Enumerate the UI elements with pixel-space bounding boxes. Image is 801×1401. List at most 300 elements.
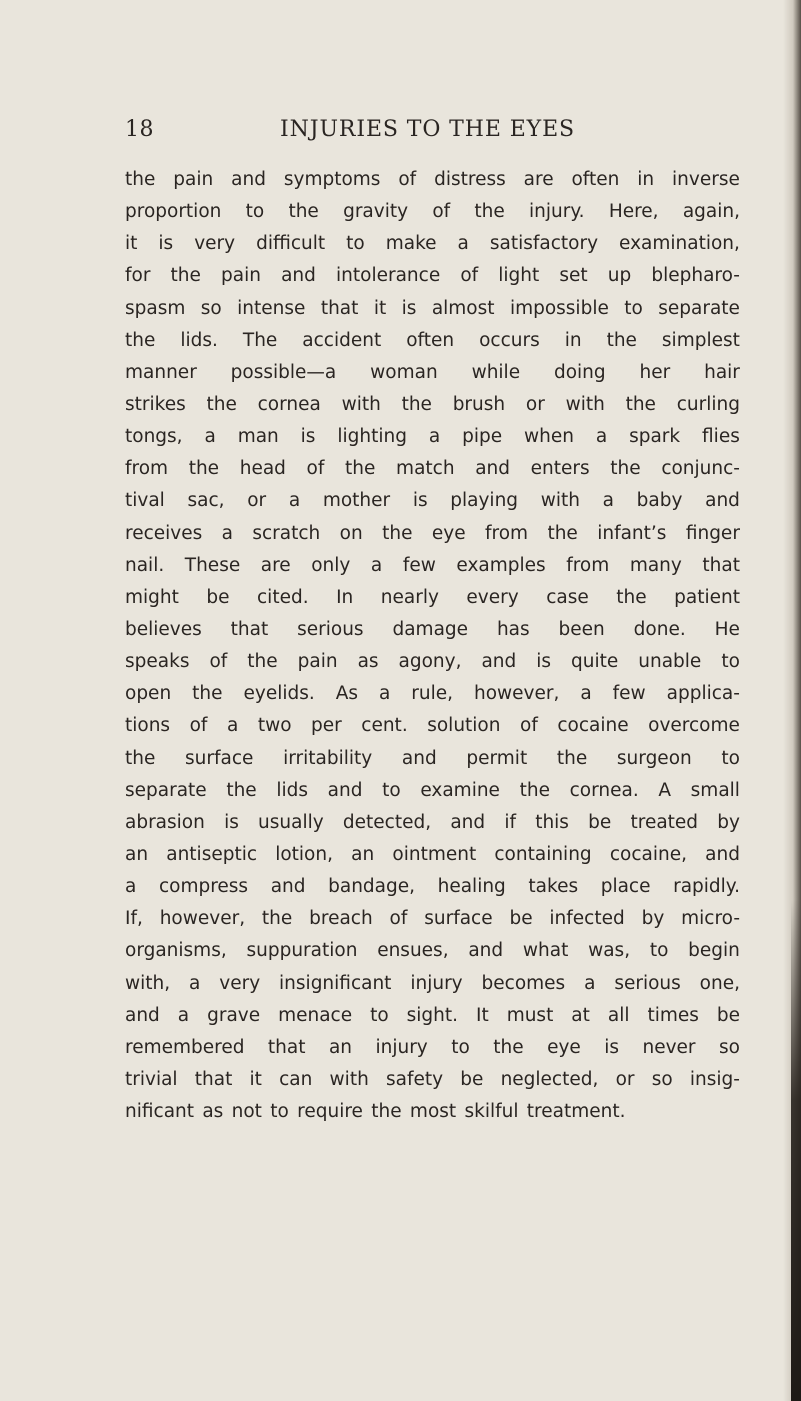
word: to <box>382 779 401 801</box>
word: serious <box>297 618 364 640</box>
word: permit <box>466 747 528 769</box>
text-line <box>125 1000 740 1032</box>
word: what <box>522 940 569 962</box>
word: cited. <box>257 586 309 608</box>
word: Here, <box>608 201 659 223</box>
word: serious <box>614 972 681 994</box>
word: agony, <box>398 651 462 673</box>
word: is <box>224 811 239 833</box>
word: finger <box>685 522 740 544</box>
word: ointment <box>392 843 477 865</box>
word: is <box>300 426 316 448</box>
word: case <box>546 586 589 608</box>
word: bandage, <box>328 876 415 898</box>
word: be <box>588 811 612 833</box>
word: of <box>306 458 325 480</box>
word: difficult <box>256 233 326 255</box>
word: is <box>401 297 417 319</box>
word: a <box>378 683 391 705</box>
word: a <box>457 233 469 255</box>
word: match <box>396 458 455 480</box>
word: that <box>230 618 269 640</box>
word: enters <box>530 458 590 480</box>
word: be <box>460 1068 484 1090</box>
word: damage <box>392 618 469 640</box>
word: organisms, <box>125 940 227 962</box>
word: was, <box>588 940 631 962</box>
word: up <box>607 265 632 287</box>
word: the <box>188 458 220 480</box>
word: at <box>571 1004 590 1026</box>
book-binding-edge <box>791 900 801 1401</box>
word: the <box>382 522 413 544</box>
word: to <box>370 1004 389 1026</box>
word: becomes <box>481 972 566 994</box>
word: He <box>714 618 740 640</box>
word: manner <box>125 361 197 383</box>
word: to <box>245 201 265 223</box>
word: be <box>716 1004 740 1026</box>
word: with <box>565 393 605 415</box>
word: symptoms <box>283 169 381 190</box>
word: eyelids. <box>243 683 315 705</box>
word: that <box>320 297 359 319</box>
text-line <box>125 389 740 421</box>
word: nificant <box>125 1101 195 1123</box>
word: in <box>564 329 582 351</box>
word: cocaine, <box>609 843 687 865</box>
word: surface <box>424 908 493 930</box>
word: one, <box>699 972 740 994</box>
word: nearly <box>380 586 439 608</box>
word: of <box>209 651 228 673</box>
word: so <box>651 1068 673 1090</box>
running-head: INJURIES TO THE EYES <box>280 117 576 142</box>
word: eye <box>547 1036 581 1058</box>
word: insig- <box>689 1068 740 1090</box>
word: woman <box>370 361 438 383</box>
word: treated <box>630 811 699 833</box>
word: pipe <box>462 426 503 448</box>
word: on <box>339 522 363 544</box>
word: never <box>642 1036 696 1058</box>
text-line <box>125 260 740 292</box>
word: has <box>496 618 530 640</box>
word: a <box>125 876 137 898</box>
word: strikes <box>125 393 186 415</box>
word: lighting <box>337 426 407 448</box>
word: hair <box>704 361 740 383</box>
word: and <box>270 876 306 898</box>
word: however, <box>159 908 246 930</box>
text-line <box>125 646 740 678</box>
word: gravity <box>343 201 409 223</box>
word: lids. <box>180 329 218 351</box>
word: so <box>200 297 222 319</box>
word: the <box>206 393 237 415</box>
word: compress <box>158 876 249 898</box>
word: ensues, <box>377 940 449 962</box>
word: These <box>184 554 241 576</box>
word: the <box>125 329 156 351</box>
word: separate <box>125 779 207 801</box>
word: from <box>484 522 529 544</box>
word: many <box>629 554 682 576</box>
word: the <box>556 747 588 769</box>
word: from <box>566 554 610 576</box>
text-line <box>125 614 740 646</box>
word: overcome <box>648 715 740 737</box>
word: head <box>239 458 286 480</box>
word: from <box>125 458 169 480</box>
word: brush <box>452 393 506 415</box>
word: a <box>288 490 301 512</box>
text-line <box>125 710 740 742</box>
word: sight. <box>406 1004 459 1026</box>
word: speaks <box>125 651 190 673</box>
word: a <box>221 522 233 544</box>
text-line <box>125 839 740 871</box>
word: remembered <box>125 1036 245 1058</box>
word: or <box>247 490 267 512</box>
word: and <box>327 779 363 801</box>
word: few <box>402 554 436 576</box>
word: this <box>535 811 569 833</box>
word: can <box>279 1068 313 1090</box>
word: to <box>624 297 643 319</box>
word: the <box>493 1036 524 1058</box>
word: to <box>346 233 365 255</box>
word: lids <box>276 779 309 801</box>
word: by <box>641 908 665 930</box>
word: as <box>202 1101 224 1123</box>
word: of <box>389 908 408 930</box>
word: pain <box>221 265 261 287</box>
body-paragraph <box>125 164 740 1128</box>
word: skilful <box>464 1101 519 1123</box>
word: examination, <box>619 233 740 255</box>
word: menace <box>278 1004 353 1026</box>
word: sac, <box>187 490 225 512</box>
word: few <box>612 683 646 705</box>
text-line <box>125 453 740 485</box>
word: breach <box>309 908 373 930</box>
text-line <box>125 903 740 935</box>
word: a <box>428 426 441 448</box>
word: while <box>471 361 521 383</box>
word: pain <box>297 651 338 673</box>
word: that <box>194 1068 233 1090</box>
word: of <box>398 169 417 190</box>
word: of <box>189 715 208 737</box>
word: and <box>475 458 511 480</box>
word: and <box>231 169 266 190</box>
text-line <box>125 1064 740 1096</box>
word: that <box>267 1036 306 1058</box>
word: trivial <box>125 1068 178 1090</box>
word: scratch <box>252 522 321 544</box>
word: infected <box>549 908 625 930</box>
word: spasm <box>125 297 186 319</box>
word: to <box>721 747 740 769</box>
word: curling <box>676 393 740 415</box>
word: blepharo- <box>651 265 740 287</box>
word: done. <box>633 618 686 640</box>
word: pain <box>173 169 214 190</box>
word: distress <box>434 169 506 190</box>
word: A <box>658 779 672 801</box>
word: again, <box>682 201 740 223</box>
word: when <box>524 426 574 448</box>
word: be <box>206 586 230 608</box>
word: man <box>237 426 279 448</box>
word: and <box>705 490 740 512</box>
word: and <box>481 651 517 673</box>
word: irritability <box>283 747 373 769</box>
word: small <box>690 779 740 801</box>
word: safety <box>385 1068 444 1090</box>
word: require <box>297 1101 363 1123</box>
word: possible—a <box>230 361 337 383</box>
word: solution <box>427 715 501 737</box>
word: injury. <box>529 201 585 223</box>
word: a <box>370 554 383 576</box>
word: treatment. <box>526 1101 626 1123</box>
word: to <box>451 1036 470 1058</box>
word: of <box>520 715 538 737</box>
word: the <box>371 1101 402 1123</box>
word: most <box>409 1101 457 1123</box>
word: If, <box>125 908 143 930</box>
word: often <box>571 169 620 190</box>
text-line <box>125 293 740 325</box>
text-line <box>125 196 740 228</box>
word: a <box>584 972 596 994</box>
word: examine <box>420 779 500 801</box>
word: insignificant <box>279 972 392 994</box>
word: in <box>637 169 655 190</box>
text-line <box>125 871 740 903</box>
word: and <box>401 747 437 769</box>
word: rule, <box>411 683 454 705</box>
word: it <box>249 1068 262 1090</box>
word: lotion, <box>275 843 333 865</box>
word: a <box>595 426 608 448</box>
word: almost <box>431 297 495 319</box>
word: the <box>192 683 223 705</box>
word: the <box>625 393 656 415</box>
word: if <box>504 811 516 833</box>
word: injury <box>410 972 463 994</box>
word: her <box>639 361 671 383</box>
text-line <box>125 550 740 582</box>
word: examples <box>456 554 546 576</box>
text-line <box>125 743 740 775</box>
text-line <box>125 807 740 839</box>
word: with <box>341 393 381 415</box>
word: or <box>525 393 545 415</box>
page-header <box>125 117 715 157</box>
word: satisfactory <box>489 233 599 255</box>
word: infant’s <box>597 522 667 544</box>
word: and <box>125 1004 160 1026</box>
word: abrasion <box>125 811 205 833</box>
word: is <box>412 490 428 512</box>
word: so <box>718 1036 740 1058</box>
word: is <box>158 233 174 255</box>
word: with <box>540 490 580 512</box>
word: unable <box>638 651 702 673</box>
word: might <box>125 586 179 608</box>
word: antiseptic <box>166 843 258 865</box>
word: and <box>468 940 504 962</box>
word: playing <box>450 490 519 512</box>
word: or <box>615 1068 635 1090</box>
word: a <box>189 972 201 994</box>
text-line <box>125 357 740 389</box>
word: believes <box>125 618 202 640</box>
word: begin <box>688 940 740 962</box>
word: tongs, <box>125 426 183 448</box>
word: with <box>329 1068 369 1090</box>
word: spark <box>629 426 681 448</box>
text-line <box>125 164 740 196</box>
word: separate <box>658 297 740 319</box>
word: cent. <box>361 715 408 737</box>
word: be <box>509 908 533 930</box>
word: quite <box>571 651 619 673</box>
word: make <box>385 233 437 255</box>
word: with, <box>125 972 171 994</box>
word: the <box>261 908 293 930</box>
word: injury <box>375 1036 428 1058</box>
word: neglected, <box>500 1068 599 1090</box>
word: all <box>607 1004 630 1026</box>
word: The <box>242 329 278 351</box>
word: is <box>536 651 552 673</box>
word: the <box>401 393 432 415</box>
text-line <box>125 678 740 710</box>
word: a <box>580 683 592 705</box>
word: the <box>606 329 637 351</box>
word: the <box>474 201 505 223</box>
word: cocaine <box>557 715 629 737</box>
word: per <box>311 715 342 737</box>
word: the <box>170 265 201 287</box>
word: must <box>506 1004 554 1026</box>
text-line <box>125 1096 740 1128</box>
word: for <box>125 265 151 287</box>
page-number: 18 <box>125 117 154 142</box>
word: rapidly. <box>673 876 740 898</box>
word: the <box>345 458 376 480</box>
word: receives <box>125 522 203 544</box>
word: a <box>602 490 614 512</box>
word: doing <box>553 361 606 383</box>
word: the <box>519 779 550 801</box>
word: often <box>406 329 455 351</box>
word: it <box>373 297 387 319</box>
word: the <box>288 201 319 223</box>
word: not <box>231 1101 262 1123</box>
text-line <box>125 935 740 967</box>
word: containing <box>494 843 592 865</box>
word: the <box>125 747 156 769</box>
word: a <box>177 1004 190 1026</box>
text-line <box>125 485 740 517</box>
word: open <box>125 683 172 705</box>
word: that <box>702 554 740 576</box>
word: are <box>260 554 291 576</box>
word: nail. <box>125 554 165 576</box>
text-line <box>125 228 740 260</box>
word: takes <box>528 876 579 898</box>
word: cornea <box>257 393 321 415</box>
word: is <box>604 1036 620 1058</box>
word: by <box>717 811 740 833</box>
word: the <box>125 169 156 190</box>
word: and <box>450 811 486 833</box>
word: cornea. <box>569 779 639 801</box>
word: place <box>600 876 651 898</box>
word: times <box>647 1004 699 1026</box>
word: flies <box>702 426 740 448</box>
word: patient <box>674 586 740 608</box>
word: surgeon <box>616 747 692 769</box>
word: the <box>226 779 257 801</box>
word: to <box>270 1101 289 1123</box>
word: micro- <box>681 908 740 930</box>
word: detected, <box>342 811 432 833</box>
word: proportion <box>125 201 222 223</box>
word: occurs <box>479 329 540 351</box>
word: the <box>616 586 647 608</box>
word: to <box>649 940 669 962</box>
word: only <box>311 554 351 576</box>
word: and <box>705 843 740 865</box>
word: impossible <box>509 297 609 319</box>
word: the <box>247 651 278 673</box>
word: intense <box>237 297 306 319</box>
word: usually <box>258 811 324 833</box>
word: and <box>281 265 316 287</box>
word: the <box>547 522 578 544</box>
word: however, <box>474 683 560 705</box>
text-line <box>125 582 740 614</box>
word: of <box>432 201 451 223</box>
word: an <box>351 843 375 865</box>
word: an <box>328 1036 353 1058</box>
word: In <box>336 586 354 608</box>
word: an <box>125 843 149 865</box>
word: as <box>357 651 379 673</box>
word: very <box>219 972 261 994</box>
word: the <box>610 458 641 480</box>
word: applica- <box>666 683 740 705</box>
word: inverse <box>672 169 740 190</box>
word: been <box>558 618 605 640</box>
word: light <box>498 265 540 287</box>
word: every <box>466 586 519 608</box>
word: As <box>335 683 359 705</box>
word: tions <box>125 715 171 737</box>
word: healing <box>437 876 506 898</box>
text-line <box>125 1032 740 1064</box>
word: It <box>476 1004 489 1026</box>
word: conjunc- <box>661 458 740 480</box>
word: suppuration <box>246 940 358 962</box>
word: set <box>559 265 588 287</box>
